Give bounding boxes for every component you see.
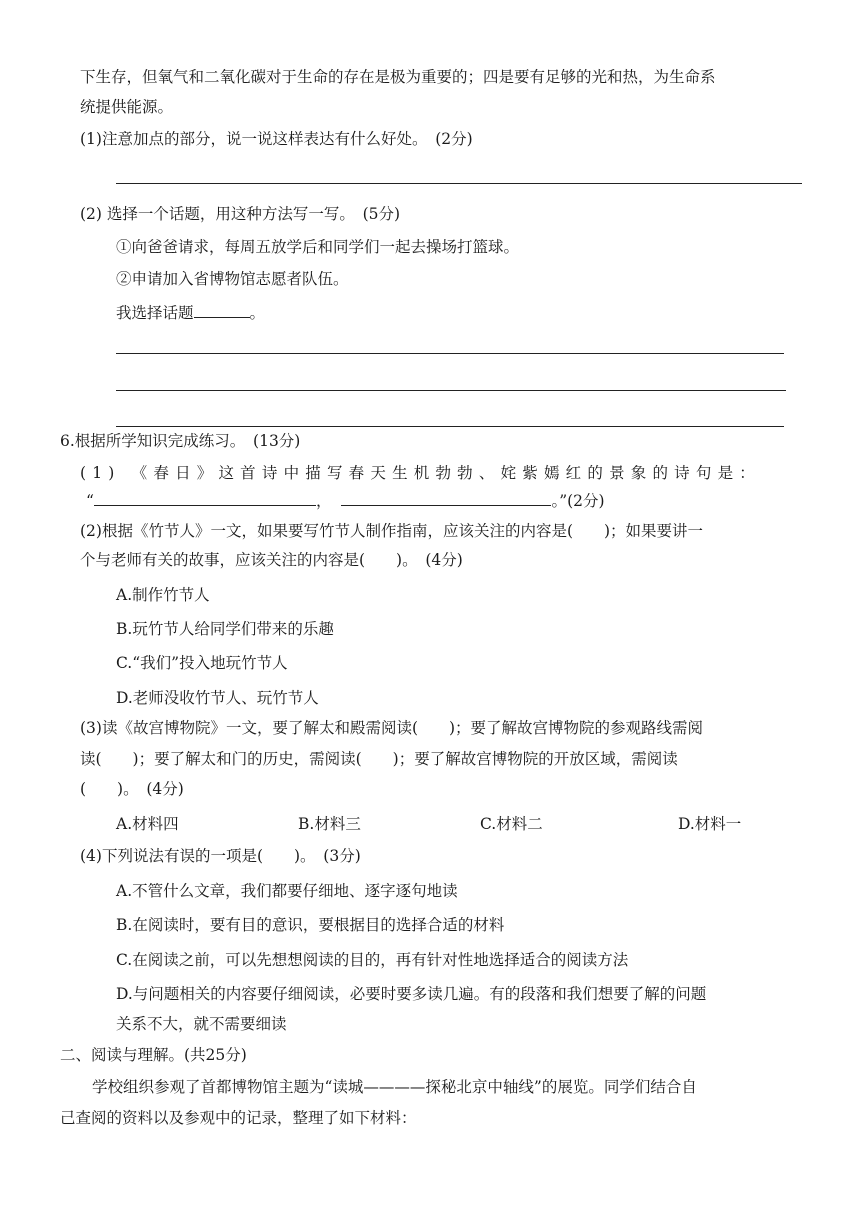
q6-sub4-option-d[interactable]: D.与问题相关的内容要仔细阅读，必要时要多读几遍。有的段落和我们想要了解的问题: [116, 985, 707, 1003]
q6-sub2-option-c[interactable]: C.“我们”投入地玩竹节人: [116, 654, 288, 672]
section-2-para-line-2: 己查阅的资料以及参观中的记录，整理了如下材料：: [60, 1109, 417, 1127]
q5-option-1: ①向爸爸请求，每周五放学后和同学们一起去操场打篮球。: [116, 238, 520, 256]
section-2-title: 二、阅读与理解。(共25分): [60, 1046, 247, 1064]
q6-title: 6.根据所学知识完成练习。 (13分): [60, 432, 301, 450]
q6-sub3-option-c[interactable]: C.材料二: [480, 815, 543, 833]
q6-sub1-answer: [86, 490, 605, 512]
q6-sub1-comma: ，: [315, 492, 332, 510]
q6-sub3-option-b[interactable]: B.材料三: [298, 815, 361, 833]
q5-option-2: ②申请加入省博物馆志愿者队伍。: [116, 270, 349, 288]
q6-sub2-prompt-line-1: (2)根据《竹节人》一文，如果要写竹节人制作指南，应该关注的内容是( )；如果要讲一: [80, 522, 704, 540]
q5-sub2-answer-line-2[interactable]: [116, 390, 786, 391]
q6-sub4-option-b[interactable]: B.在阅读时，要有目的意识，要根据目的选择合适的材料: [116, 916, 505, 934]
q5-sub2-prompt: (2) 选择一个话题，用这种方法写一写。 (5分): [80, 205, 401, 223]
q6-sub3-prompt-line-2: 读( )；要了解太和门的历史，需阅读( )；要了解故宫博物院的开放区域，需阅读: [80, 750, 678, 768]
q6-sub2-option-a[interactable]: A.制作竹节人: [116, 586, 210, 604]
q5-choose-prefix: 我选择话题: [116, 304, 194, 322]
q6-sub1-open-quote: “: [86, 492, 94, 510]
q6-sub2-prompt-line-2: 个与老师有关的故事，应该关注的内容是( )。 (4分): [80, 551, 463, 569]
q6-sub3-option-d[interactable]: D.材料一: [678, 815, 742, 833]
q5-sub2-answer-line-3[interactable]: [116, 426, 784, 427]
q6-sub4-option-a[interactable]: A.不管什么文章，我们都要仔细地、逐字逐句地读: [116, 882, 458, 900]
q6-sub3-prompt-line-3: ( )。 (4分): [80, 780, 184, 798]
q6-sub3-option-a[interactable]: A.材料四: [116, 815, 179, 833]
intro-line-2: 统提供能源。: [80, 98, 174, 116]
q5-choose-topic: [116, 302, 265, 324]
q6-sub4-option-d-continued: 关系不大，就不需要细读: [116, 1015, 287, 1033]
q5-topic-blank[interactable]: [194, 303, 250, 318]
q6-sub2-option-d[interactable]: D.老师没收竹节人、玩竹节人: [116, 689, 319, 707]
q6-sub1-prompt: (1) 《春日》这首诗中描写春天生机勃勃、姹紫嫣红的景象的诗句是：: [80, 464, 761, 482]
q6-sub4-option-c[interactable]: C.在阅读之前，可以先想想阅读的目的，再有针对性地选择适合的阅读方法: [116, 951, 629, 969]
q6-sub1-close: 。”(2分): [551, 492, 605, 510]
q6-sub1-blank-2[interactable]: [341, 491, 551, 506]
q5-sub1-prompt: (1)注意加点的部分，说一说这样表达有什么好处。 (2分): [80, 130, 473, 148]
q5-choose-suffix: 。: [249, 304, 266, 322]
q6-sub1-blank-1[interactable]: [94, 491, 316, 506]
q6-sub4-prompt: (4)下列说法有误的一项是( )。 (3分): [80, 847, 361, 865]
q5-sub1-answer-line[interactable]: [116, 183, 802, 184]
section-2-para-line-1: 学校组织参观了首都博物馆主题为“读城————探秘北京中轴线”的展览。同学们结合自: [92, 1078, 697, 1096]
intro-line-1: 下生存，但氧气和二氧化碳对于生命的存在是极为重要的；四是要有足够的光和热，为生命系: [80, 68, 716, 86]
q6-sub2-option-b[interactable]: B.玩竹节人给同学们带来的乐趣: [116, 620, 334, 638]
q5-sub2-answer-line-1[interactable]: [116, 353, 784, 354]
q6-sub3-prompt-line-1: (3)读《故宫博物院》一文，要了解太和殿需阅读( )；要了解故宫博物院的参观路线需阅: [80, 719, 704, 737]
